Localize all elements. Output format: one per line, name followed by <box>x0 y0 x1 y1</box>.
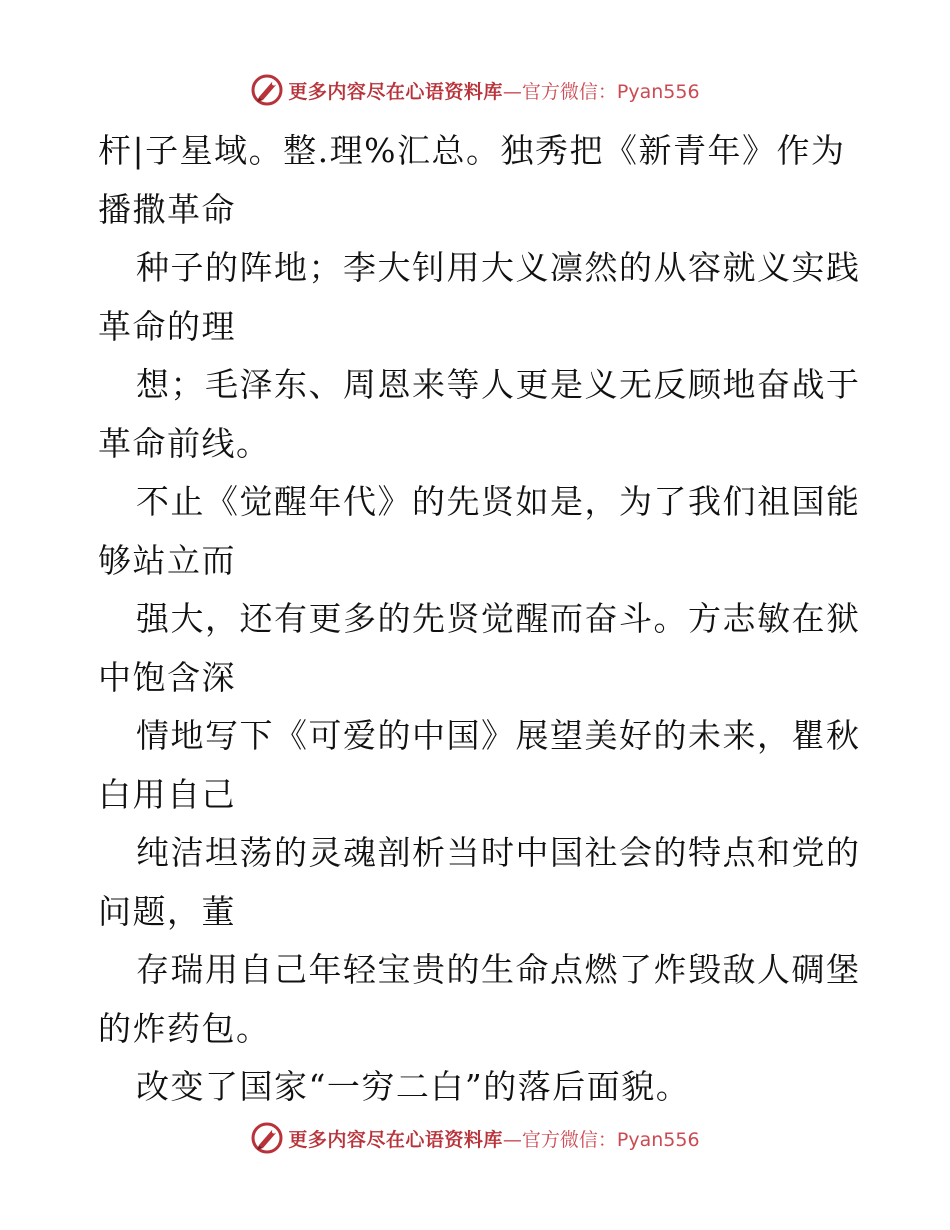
text-line: 够站立而 <box>98 540 236 580</box>
text-line: 纯洁坦荡的灵魂剖析当时中国社会的特点和党的 <box>136 833 861 872</box>
footer-brand-text: 更多内容尽在心语资料库 <box>288 1128 503 1151</box>
header-brand-text: 更多内容尽在心语资料库 <box>288 80 503 103</box>
seal-pen-icon <box>250 73 284 107</box>
text-line: 想；毛泽东、周恩来等人更是义无反顾地奋战于 <box>136 365 861 404</box>
text-line: 改变了国家“一穷二白”的落后面貌。 <box>136 1067 691 1106</box>
text-line: 种子的阵地；李大钊用大义凛然的从容就义实践 <box>136 248 861 287</box>
text-line: 白用自己 <box>98 774 236 814</box>
text-line: 问题，董 <box>98 891 236 931</box>
header-contact-text: —官方微信：Pyan556 <box>502 80 700 103</box>
document-body <box>98 122 861 1117</box>
text-line: 播撒革命 <box>98 189 236 229</box>
header-watermark <box>0 70 950 110</box>
text-line: 中饱含深 <box>98 657 236 697</box>
text-line: 的炸药包。 <box>98 1008 271 1048</box>
text-line: 强大，还有更多的先贤觉醒而奋斗。方志敏在狱 <box>136 599 861 638</box>
footer-contact-text: —官方微信：Pyan556 <box>502 1128 700 1151</box>
text-line: 革命前线。 <box>98 423 271 463</box>
text-line: 存瑞用自己年轻宝贵的生命点燃了炸毁敌人碉堡 <box>136 950 861 989</box>
text-line: 情地写下《可爱的中国》展望美好的未来，瞿秋 <box>136 716 861 755</box>
seal-pen-icon <box>250 1121 284 1155</box>
text-line: 不止《觉醒年代》的先贤如是，为了我们祖国能 <box>136 482 861 521</box>
text-line: 杆|子星域。整.理%汇总。独秀把《新青年》作为 <box>98 131 846 170</box>
footer-watermark <box>0 1118 950 1158</box>
text-line: 革命的理 <box>98 306 236 346</box>
